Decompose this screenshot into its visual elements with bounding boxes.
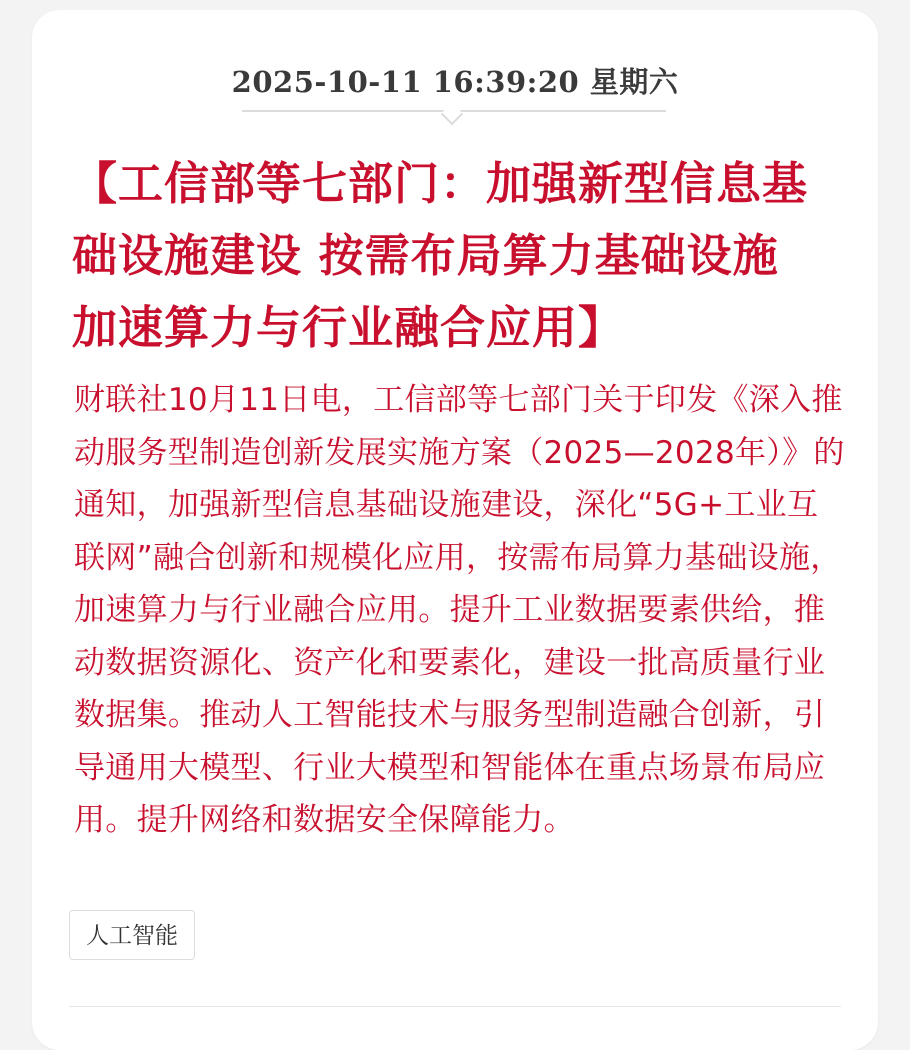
headline: 【工信部等七部门：加强新型信息基础设施建设 按需布局算力基础设施 加速算力与行业融合应用】: [72, 157, 809, 354]
news-card: [32, 10, 878, 1050]
article-body: 财联社10月11日电，工信部等七部门关于印发《深入推动服务型制造创新发展实施方案（2025—2028年）》的通知，加强新型信息基础设施建设，深化“5G+工业互联网”融合创新和规模化应用，按需布局算力基础设施，加速算力与行业融合应用。提升工业数据要素供给，推动数据资源化、资产化和要素化，建设一批高质量行业数据集。推动人工智能技术与服务型制造融合创新，引导通用大模型、行业大模型和智能体在重点场景布局应用。提升网络和数据安全保障能力。: [74, 382, 845, 838]
timestamp: 2025-10-11 16:39:20 星期六: [231, 65, 679, 99]
bottom-divider: [69, 1006, 841, 1007]
timestamp-notch: [441, 103, 464, 126]
tag-ai[interactable]: 人工智能: [69, 910, 195, 960]
